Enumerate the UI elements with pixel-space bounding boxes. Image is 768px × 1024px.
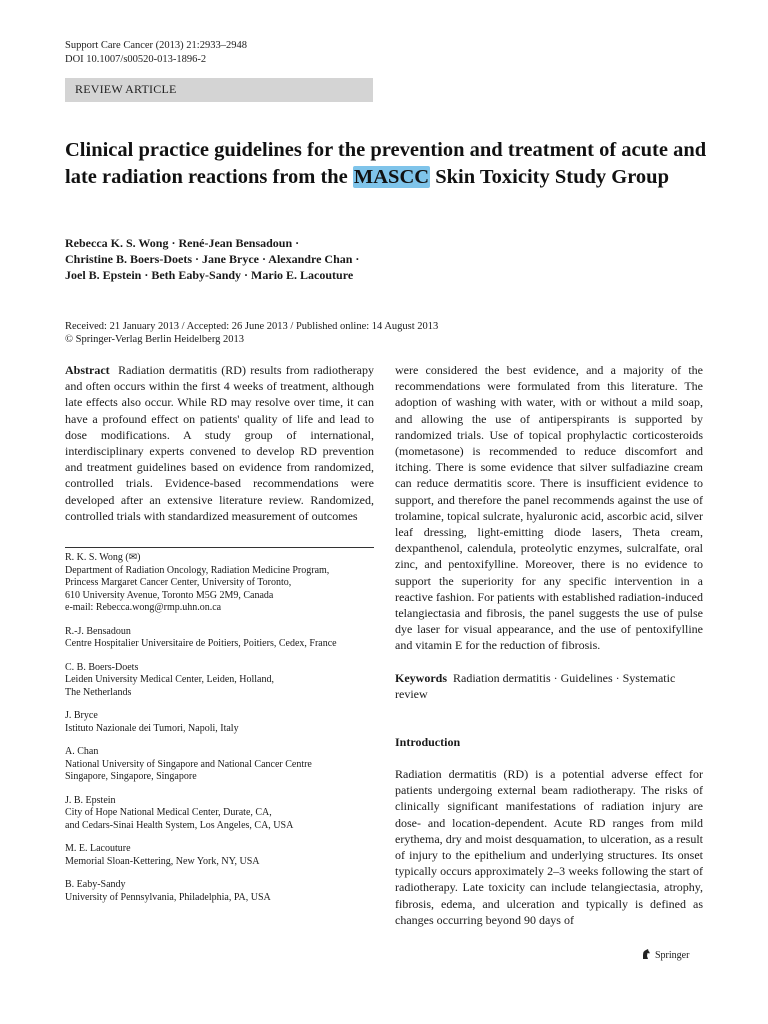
- introduction-paragraph: Radiation dermatitis (RD) is a potential adverse effect for patients undergoing external beam radiotherapy. The risks of clinically significant manifestations of radiation injury are dose- and location-dependent. Acute RD ranges from mild erythema, dry and moist desquamation, to ulceration, as a result of injury to the epithelium and underlying structures. Its onset typically occurs approximately 2–3 weeks following the start of radiotherapy. Late toxicity can include telangiectasia, atrophy, fibrosis, edema, and ulceration and typically is defined as changes occurring beyond 90 days of: [395, 767, 703, 927]
- affiliation-line: National University of Singapore and National Cancer Centre: [65, 758, 312, 770]
- abstract-continuation: were considered the best evidence, and a majority of the recommendations were formulated from this literature. The adoption of washing with water, with or without a mild soap, and allowing the use of antiperspirants is supported by randomized trials. Use of topical prophylactic corticosteroids (mometasone) is recommended to reduce discomfort and itching. There is some evidence that silver sulfadiazine cream can reduce dermatitis score. There is insufficient evidence to support, and therefore the panel recommends against the use of trolamine, topical sulcrate, hyaluronic acid, ascorbic acid, silver leaf dressing, light-emitting diode lasers, Theta cream, dexpanthenol, calendula, proteolytic enzymes, sulcralfate, oral zinc, and pentoxifylline. Moreover, there is no evidence to support the superiority for any specific intervention in a reactive fashion. For patients with established radiation-induced telangiectasia and fibrosis, the panel suggests the use of pulse dye laser for visual appearance, and the use of pentoxifylline and vitamin E for the reduction of fibrosis.: [395, 363, 703, 653]
- author-line: Joel B. Epstein · Beth Eaby-Sandy · Mario E. Lacouture: [65, 268, 354, 282]
- received-dates: Received: 21 January 2013 / Accepted: 26 June 2013 / Published online: 14 August 2013: [65, 321, 439, 332]
- affiliation-line: Istituto Nazionale dei Tumori, Napoli, Italy: [65, 722, 239, 734]
- affiliation-line: City of Hope National Medical Center, Durate, CA,: [65, 807, 272, 818]
- introduction-body: [395, 766, 703, 928]
- abstract-text: Radiation dermatitis (RD) results from radiotherapy and often occurs within the first 4 weeks of treatment, although late effects also occur. While RD may resolve over time, it can have a profound effect on patients' quality of life and lead to dose modifications. A study group of international, interdisciplinary experts convened to develop RD prevention and treatment guidelines based on evidence from randomized, controlled trials. Evidence-based recommendations were developed after an extensive literature review. Randomized, controlled trials with standardized measurement of outcomes: [65, 363, 374, 523]
- affiliation-block: [65, 795, 385, 833]
- affiliation-line: Leiden University Medical Center, Leiden, Holland,: [65, 674, 274, 685]
- affiliation-line: and Cedars-Sinai Health System, Los Angeles, CA, USA: [65, 819, 294, 831]
- author-line: Christine B. Boers-Doets · Jane Bryce · Alexandre Chan ·: [65, 252, 360, 266]
- affiliation-line: 610 University Avenue, Toronto M5G 2M9, Canada: [65, 589, 274, 601]
- affiliation-block: [65, 843, 385, 868]
- affiliation-line: R. K. S. Wong (✉): [65, 552, 141, 563]
- author-list: [65, 235, 705, 283]
- title-text-before: Clinical practice guidelines for the prevention and treatment of acute and late radiation reactions from the: [65, 139, 707, 188]
- springer-horse-icon: [640, 948, 652, 963]
- introduction-heading: Introduction: [395, 735, 461, 749]
- affiliation-line: Princess Margaret Cancer Center, University of Toronto,: [65, 577, 292, 588]
- affiliation-line: J. B. Epstein: [65, 794, 116, 806]
- affiliations: [65, 552, 385, 915]
- affiliation-line: M. E. Lacouture: [65, 843, 131, 854]
- affiliation-line: A. Chan: [65, 746, 99, 757]
- email-line[interactable]: e-mail: Rebecca.wong@rmp.uhn.on.ca: [65, 602, 222, 613]
- publisher-name: Springer: [655, 950, 690, 961]
- keywords-text: Radiation dermatitis · Guidelines · Systematic review: [395, 671, 676, 701]
- affiliation-divider: [65, 547, 374, 548]
- affiliation-block: [65, 710, 385, 735]
- article-type-label: REVIEW ARTICLE: [75, 82, 177, 96]
- journal-citation: Support Care Cancer (2013) 21:2933–2948: [65, 40, 247, 51]
- keywords-label: Keywords: [395, 671, 447, 685]
- article-type-bar: [65, 78, 373, 102]
- affiliation-line: C. B. Boers-Doets: [65, 661, 139, 673]
- publisher-logo: [640, 948, 689, 963]
- title-text-after: Skin Toxicity Study Group: [430, 166, 669, 188]
- publication-dates: [65, 320, 438, 346]
- doi-line: DOI 10.1007/s00520-013-1896-2: [65, 54, 207, 65]
- affiliation-line: The Netherlands: [65, 686, 132, 698]
- abstract-right-column: [395, 362, 703, 654]
- affiliation-line: Singapore, Singapore, Singapore: [65, 771, 197, 782]
- affiliation-block: [65, 662, 385, 700]
- author-line: Rebecca K. S. Wong · René-Jean Bensadoun ·: [65, 236, 300, 250]
- copyright-line: © Springer-Verlag Berlin Heidelberg 2013: [65, 334, 245, 345]
- affiliation-block: [65, 552, 385, 615]
- affiliation-line: University of Pennsylvania, Philadelphia, PA, USA: [65, 891, 271, 903]
- article-title: [65, 137, 715, 191]
- title-highlight[interactable]: MASCC: [353, 166, 430, 188]
- journal-header: [65, 39, 247, 67]
- affiliation-line: B. Eaby-Sandy: [65, 879, 126, 890]
- affiliation-line: J. Bryce: [65, 710, 98, 721]
- affiliation-line: Centre Hospitalier Universitaire de Poitiers, Poitiers, Cedex, France: [65, 638, 337, 649]
- affiliation-line: Department of Radiation Oncology, Radiation Medicine Program,: [65, 564, 330, 576]
- abstract-label: Abstract: [65, 363, 110, 377]
- affiliation-line: Memorial Sloan-Kettering, New York, NY, USA: [65, 855, 260, 867]
- affiliation-block: [65, 879, 385, 904]
- abstract-left-column: [65, 362, 374, 524]
- affiliation-block: [65, 626, 385, 651]
- affiliation-block: [65, 746, 385, 784]
- affiliation-line: R.-J. Bensadoun: [65, 625, 131, 637]
- keywords: [395, 670, 703, 702]
- abstract-paragraph: [65, 362, 374, 524]
